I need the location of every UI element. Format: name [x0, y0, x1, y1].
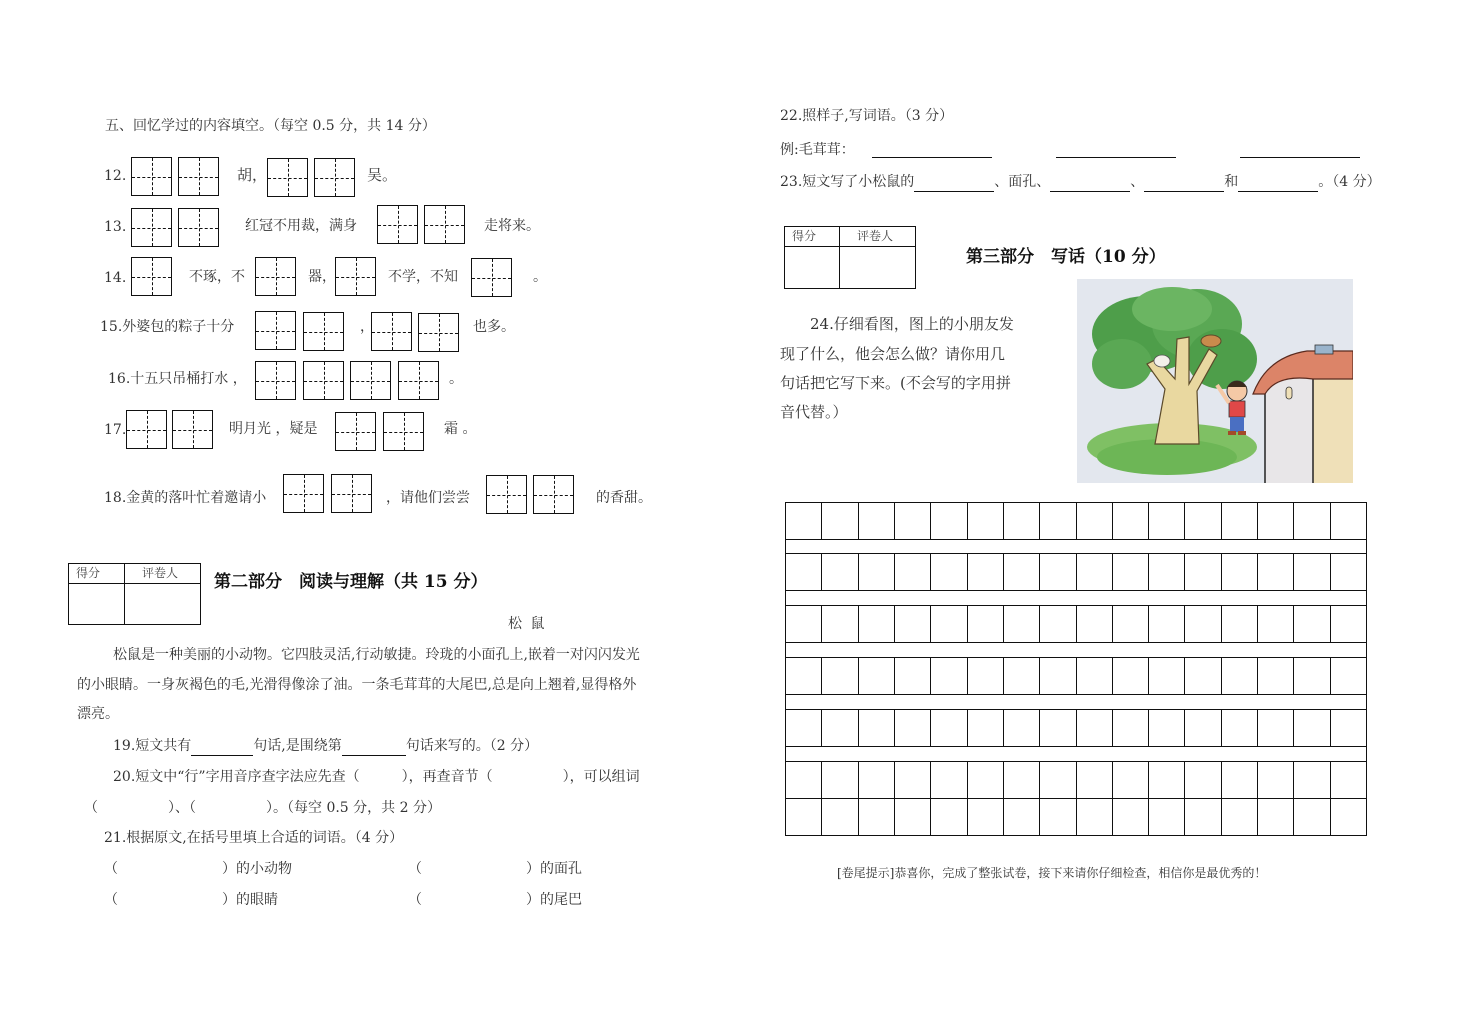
q24-line-3: 句话把它写下来。(不会写的字用拼	[780, 374, 1011, 392]
q21-item-close: ）的尾巴	[526, 892, 582, 908]
char-box[interactable]	[255, 311, 296, 350]
q23-text-a: 23.短文写了小松鼠的	[780, 174, 915, 190]
q22-example: 例:毛茸茸：	[780, 142, 855, 158]
q14-text-b: 器，	[308, 269, 336, 285]
char-box[interactable]	[350, 361, 391, 400]
q20-line-2: （ ）、（ ）。（每空 0.5 分，共 2 分）	[84, 800, 441, 816]
q15-prefix: 15.外婆包的粽子十分	[100, 319, 235, 335]
q18-text-end: 的香甜。	[596, 490, 652, 506]
q21-item-close: ）的小动物	[222, 861, 292, 877]
char-box[interactable]	[377, 205, 418, 244]
score-label: 得分	[792, 229, 817, 243]
q13-text-end: 走将来。	[484, 218, 540, 234]
q12-number: 12.	[104, 168, 127, 184]
q21-title: 21.根据原文,在括号里填上合适的词语。（4 分）	[104, 830, 404, 846]
q24-line-2: 现了什么，他会怎么做？请你用几	[780, 345, 1006, 363]
q21-item-open: （	[104, 892, 118, 908]
q16-prefix: 16.十五只吊桶打水 ，	[108, 371, 247, 387]
char-box[interactable]	[471, 258, 512, 297]
q18-text-mid: ，请他们尝尝	[386, 490, 470, 506]
grid-gap	[785, 591, 1367, 605]
char-box[interactable]	[335, 257, 376, 296]
q15-text-end: 也多。	[473, 319, 515, 335]
q18-prefix: 18.金黄的落叶忙着邀请小	[104, 490, 267, 506]
grid-row[interactable]	[785, 605, 1367, 643]
grid-row[interactable]	[785, 553, 1367, 591]
char-box[interactable]	[486, 475, 527, 514]
q24-line-1: 24.仔细看图，图上的小朋友发	[810, 315, 1014, 333]
grader-label: 评卷人	[142, 566, 179, 580]
grid-gap	[785, 747, 1367, 761]
answer-blank[interactable]	[1050, 175, 1130, 192]
char-box[interactable]	[172, 410, 213, 449]
q14-text-end: 。	[533, 269, 547, 285]
passage-title: 松 鼠	[508, 616, 547, 632]
q17-number: 17.	[104, 422, 127, 438]
illustration-image	[1077, 279, 1353, 483]
score-label: 得分	[76, 566, 101, 580]
char-box[interactable]	[383, 412, 424, 451]
char-box[interactable]	[331, 474, 372, 513]
q12-text-end: 吴。	[367, 166, 398, 184]
char-box[interactable]	[314, 158, 355, 197]
char-box[interactable]	[178, 157, 219, 196]
answer-blank[interactable]	[1056, 141, 1176, 158]
passage-line-3: 漂亮。	[77, 706, 119, 722]
grid-row[interactable]	[785, 657, 1367, 695]
char-box[interactable]	[371, 312, 412, 351]
grid-gap	[785, 643, 1367, 657]
q23-text-e: 。（4 分）	[1318, 174, 1381, 190]
answer-blank[interactable]	[342, 739, 406, 756]
tree-boy-house-icon	[1077, 279, 1353, 483]
char-box[interactable]	[126, 410, 167, 449]
char-box[interactable]	[178, 208, 219, 247]
grid-row[interactable]	[785, 798, 1367, 836]
q14-text-c: 不学，不知	[388, 269, 458, 285]
char-box[interactable]	[533, 475, 574, 514]
char-box[interactable]	[398, 361, 439, 400]
grid-gap	[785, 540, 1367, 554]
char-box[interactable]	[418, 313, 459, 352]
grader-label: 评卷人	[857, 229, 894, 243]
grid-row[interactable]	[785, 502, 1367, 540]
q21-item-open: （	[408, 892, 422, 908]
q23-text-b: 、面孔、	[994, 174, 1051, 190]
score-table-part3	[784, 226, 916, 289]
q19-text-a: 19.短文共有	[113, 738, 192, 754]
answer-blank[interactable]	[191, 739, 253, 756]
char-box[interactable]	[303, 312, 344, 351]
char-box[interactable]	[131, 157, 172, 196]
q23-text-c: 、	[1130, 174, 1145, 190]
score-table-part2	[68, 563, 201, 625]
section-5-title: 五、回忆学过的内容填空。（每空 0.5 分，共 14 分）	[105, 118, 436, 134]
char-box[interactable]	[255, 257, 296, 296]
char-box[interactable]	[283, 474, 324, 513]
footer-tip: [卷尾提示]恭喜你，完成了整张试卷，接下来请你仔细检查，相信你是最优秀的！	[837, 866, 1267, 880]
char-box[interactable]	[131, 208, 172, 247]
q12-text-mid: 胡，	[237, 166, 268, 184]
q14-text-a: 不琢，不	[189, 269, 245, 285]
grid-gap	[785, 695, 1367, 709]
char-box[interactable]	[335, 412, 376, 451]
passage-line-2: 的小眼睛。一身灰褐色的毛,光滑得像涂了油。一条毛茸茸的大尾巴,总是向上翘着,显得格外	[77, 677, 637, 693]
q23	[780, 172, 1381, 192]
grid-row[interactable]	[785, 761, 1367, 799]
answer-blank[interactable]	[914, 175, 994, 192]
q13-text-mid: 红冠不用裁，满身	[245, 218, 357, 234]
q13-number: 13.	[104, 219, 127, 235]
q23-text-d: 和	[1224, 174, 1239, 190]
q20-line-1: 20.短文中“行”字用音序查字法应先查（ ），再查音节（ ），可以组词	[113, 769, 640, 785]
passage-line-1: 松鼠是一种美丽的小动物。它四肢灵活,行动敏捷。玲珑的小面孔上,嵌着一对闪闪发光	[113, 647, 640, 663]
q24-line-4: 音代替。）	[780, 403, 848, 421]
q21-item-close: ）的面孔	[526, 861, 582, 877]
q22-title: 22.照样子,写词语。（3 分）	[780, 108, 954, 124]
q14-number: 14.	[104, 270, 127, 286]
part3-title: 第三部分 写话（10 分）	[966, 247, 1166, 267]
q16-text-end: 。	[449, 371, 463, 387]
q17-text-mid: 明月光 ，疑是	[229, 421, 318, 437]
q19	[113, 736, 538, 756]
char-box[interactable]	[424, 205, 465, 244]
q21-item-open: （	[408, 861, 422, 877]
grid-row[interactable]	[785, 709, 1367, 747]
answer-blank[interactable]	[872, 141, 992, 158]
q15-text-mid: ，	[360, 319, 374, 335]
q17-text-end: 霜 。	[444, 421, 477, 437]
q21-item-open: （	[104, 861, 118, 877]
char-box[interactable]	[303, 361, 344, 400]
answer-blank[interactable]	[1238, 175, 1318, 192]
char-box[interactable]	[131, 257, 172, 296]
q19-text-b: 句话,是围绕第	[253, 738, 342, 754]
part2-title: 第二部分 阅读与理解（共 15 分）	[214, 572, 488, 592]
q19-text-c: 句话来写的。（2 分）	[405, 738, 539, 754]
q21-item-close: ）的眼睛	[222, 892, 278, 908]
answer-blank[interactable]	[1240, 141, 1360, 158]
char-box[interactable]	[255, 361, 296, 400]
char-box[interactable]	[267, 158, 308, 197]
answer-blank[interactable]	[1144, 175, 1224, 192]
